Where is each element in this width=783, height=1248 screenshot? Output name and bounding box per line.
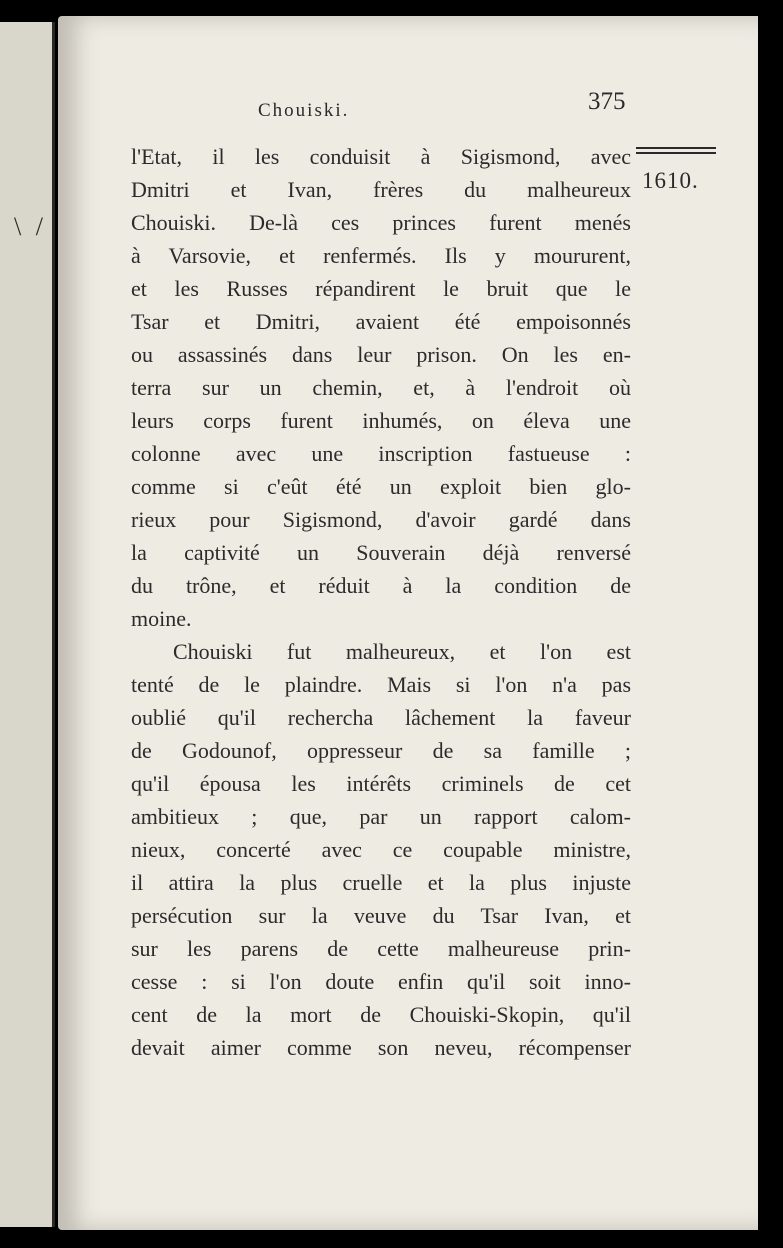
text-line: cent de la mort de Chouiski-Skopin, qu'il xyxy=(131,1002,631,1027)
text-line: devait aimer comme son neveu, récompenser xyxy=(131,1035,631,1060)
margin-rule-top xyxy=(636,147,716,149)
text-line: ambitieux ; que, par un rapport calom- xyxy=(131,804,631,829)
text-line: rieux pour Sigismond, d'avoir gardé dans xyxy=(131,507,631,532)
text-line: Tsar et Dmitri, avaient été empoisonnés xyxy=(131,309,631,334)
text-line: ou assassinés dans leur prison. On les en- xyxy=(131,342,631,367)
text-line: cesse : si l'on doute enfin qu'il soit inno- xyxy=(131,969,631,994)
text-line: nieux, concerté avec ce coupable ministre, xyxy=(131,837,631,862)
text-line: qu'il épousa les intérêts criminels de cet xyxy=(131,771,631,796)
text-line: comme si c'eût été un exploit bien glo- xyxy=(131,474,631,499)
text-line: leurs corps furent inhumés, on éleva une xyxy=(131,408,631,433)
text-line: la captivité un Souverain déjà renversé xyxy=(131,540,631,565)
text-line: colonne avec une inscription fastueuse : xyxy=(131,441,631,466)
running-head: Chouiski. xyxy=(258,100,350,121)
text-line: du trône, et réduit à la condition de xyxy=(131,573,631,598)
text-line: persécution sur la veuve du Tsar Ivan, et xyxy=(131,903,631,928)
facing-page-edge xyxy=(0,22,55,1227)
text-line: à Varsovie, et renfermés. Ils y moururent, xyxy=(131,243,631,268)
text-line: de Godounof, oppresseur de sa famille ; xyxy=(131,738,631,763)
text-line: Chouiski. De-là ces princes furent menés xyxy=(131,210,631,235)
text-line: Dmitri et Ivan, frères du malheureux xyxy=(131,177,631,202)
page-number: 375 xyxy=(588,88,626,115)
body-text xyxy=(131,140,631,1064)
text-line: l'Etat, il les conduisit à Sigismond, avec xyxy=(131,144,631,169)
text-line: et les Russes répandirent le bruit que le xyxy=(131,276,631,301)
text-line: Chouiski fut malheureux, et l'on est xyxy=(173,639,631,664)
margin-year: 1610. xyxy=(642,168,699,193)
text-line: oublié qu'il rechercha lâchement la faveur xyxy=(131,705,631,730)
text-line: tenté de le plaindre. Mais si l'on n'a pas xyxy=(131,672,631,697)
text-line: terra sur un chemin, et, à l'endroit où xyxy=(131,375,631,400)
margin-rule-bottom xyxy=(636,152,716,154)
text-line: il attira la plus cruelle et la plus injuste xyxy=(131,870,631,895)
facing-page-fragment: \ / xyxy=(14,212,47,241)
text-line: moine. xyxy=(131,606,192,631)
text-line: sur les parens de cette malheureuse prin- xyxy=(131,936,631,961)
